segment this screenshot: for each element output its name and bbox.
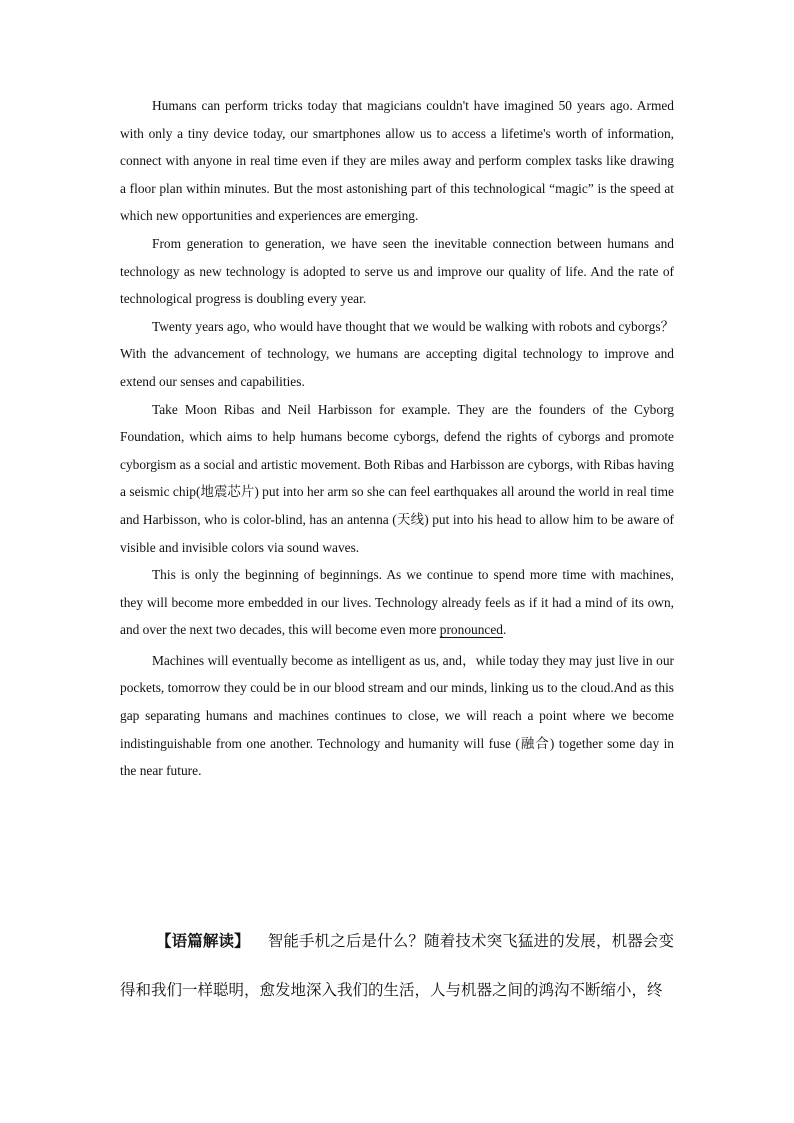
paragraph-1: Humans can perform tricks today that magicians couldn't have imagined 50 years ago. Armed with only a tiny device today, our smartphones allow us to access a lifetime's worth of information, connect with anyone in real time even if they are miles away and perform complex tasks like drawing a floor plan within minutes. But the most astonishing part of this technological “magic” is the speed at which new opportunities and experiences are emerging. — [120, 98, 674, 224]
paragraph-3: Twenty years ago, who would have thought that we would be walking with robots and cyborgs？With the advancement of technology, we humans are accepting digital technology to improve and extend our senses and capabilities. — [120, 318, 674, 389]
chinese-analysis — [120, 916, 674, 1015]
paragraph-5 — [120, 561, 674, 644]
paragraph-5-text: This is only the beginning of beginnings. As we continue to spend more time with machines, they will become more embedded in our lives. Technology already feels as if it had a mind of its own, and over the next two decades, this will become even more — [120, 567, 674, 638]
underlined-word: pronounced — [439, 622, 503, 638]
analysis-paragraph — [120, 916, 674, 1015]
paragraph-5-end: . — [503, 622, 507, 638]
paragraph-4: Take Moon Ribas and Neil Harbisson for example. They are the founders of the Cyborg Foundation, which aims to help humans become cyborgs, defend the rights of cyborgs and promote cyborgism as a social and artistic movement. Both Ribas and Harbisson are cyborgs, with Ribas having a seismic chip(地震芯片) put into her arm so she can feel earthquakes all around the world in real time and Harbisson, who is color-blind, has an antenna (天线) put into his head to allow him to be aware of visible and invisible colors via sound waves. — [120, 401, 674, 555]
paragraph-6: Machines will eventually become as intelligent as us, and，while today they may just live in our pockets, tomorrow they could be in our blood stream and our minds, linking us to the cloud.And as this gap separating humans and machines continues to close, we will reach a point where we become indistinguishable from one another. Technology and humanity will fuse (融合) together some day in the near future. — [120, 652, 674, 779]
paragraph-2: From generation to generation, we have seen the inevitable connection between humans and technology as new technology is adopted to serve us and improve our quality of life. And the rate of technological progress is doubling every year. — [120, 235, 674, 307]
analysis-text: 智能手机之后是什么？随着技术突飞猛进的发展，机器会变得和我们一样聪明，愈发地深入我们的生活，人与机器之间的鸿沟不断缩小，终 — [120, 932, 674, 999]
analysis-label: 【语篇解读】 — [156, 931, 250, 950]
english-passage — [120, 92, 674, 785]
